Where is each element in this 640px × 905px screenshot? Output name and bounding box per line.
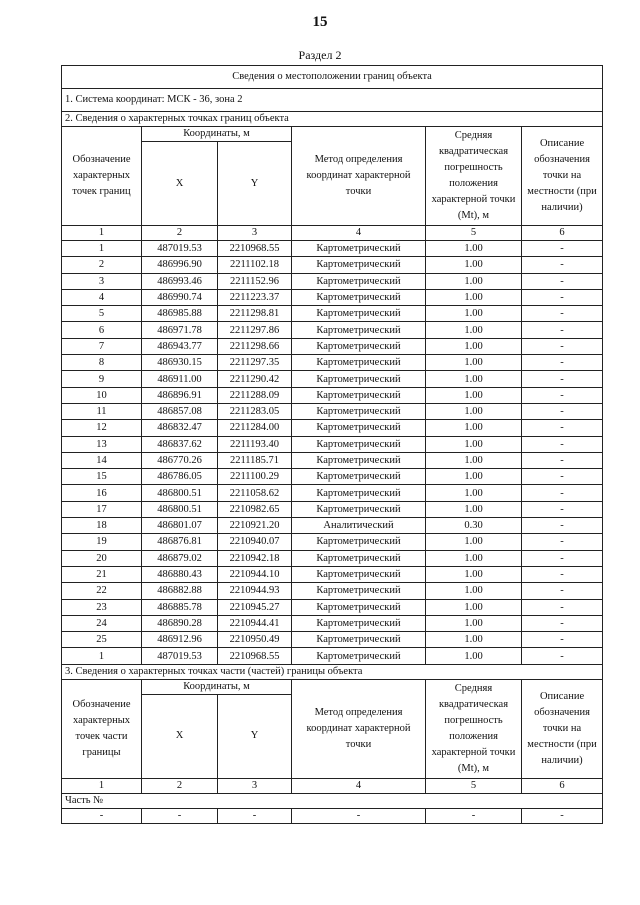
description: - (522, 403, 603, 419)
method: Картометрический (292, 338, 426, 354)
coord-x: 487019.53 (142, 648, 218, 664)
coord-x: 486880.43 (142, 566, 218, 582)
description: - (522, 338, 603, 354)
description: - (522, 241, 603, 257)
part-header-designation: Обозначение характерных точек части границы (62, 679, 142, 778)
coord-x: 486930.15 (142, 355, 218, 371)
table-row (62, 534, 603, 550)
coord-y: 2211290.42 (218, 371, 292, 387)
point-number: 11 (62, 403, 142, 419)
mt-value: 1.00 (426, 485, 522, 501)
method: Картометрический (292, 322, 426, 338)
coordinate-system: 1. Система координат: МСК - 36, зона 2 (62, 89, 603, 112)
part-heading-row (62, 664, 603, 679)
coord-y: 2210940.07 (218, 534, 292, 550)
method: Картометрический (292, 469, 426, 485)
point-number: 17 (62, 501, 142, 517)
page-number: 15 (312, 14, 328, 30)
coord-y: 2210944.41 (218, 615, 292, 631)
method: Картометрический (292, 566, 426, 582)
coord-y: 2211297.35 (218, 355, 292, 371)
points-heading: 2. Сведения о характерных точках границ объекта (62, 112, 603, 127)
method: Картометрический (292, 501, 426, 517)
coord-y: 2210942.18 (218, 550, 292, 566)
coord-x: 486800.51 (142, 501, 218, 517)
mt-value: 1.00 (426, 534, 522, 550)
table-row (62, 306, 603, 322)
coord-y: 2211284.00 (218, 420, 292, 436)
point-number: 5 (62, 306, 142, 322)
point-number: 2 (62, 257, 142, 273)
table-row (62, 501, 603, 517)
coord-x: 486912.96 (142, 632, 218, 648)
column-number: 3 (218, 226, 292, 241)
point-number: 9 (62, 371, 142, 387)
coord-x: 486800.51 (142, 485, 218, 501)
column-numbers-row (62, 226, 603, 241)
point-number: 20 (62, 550, 142, 566)
column-number: 4 (292, 226, 426, 241)
part-empty-cell: - (218, 808, 292, 823)
coord-y: 2210968.55 (218, 241, 292, 257)
description: - (522, 599, 603, 615)
part-empty-cell: - (522, 808, 603, 823)
part-header-y: Y (218, 694, 292, 778)
coord-y: 2211058.62 (218, 485, 292, 501)
part-label: Часть № (62, 793, 603, 808)
description: - (522, 322, 603, 338)
method: Картометрический (292, 452, 426, 468)
method: Картометрический (292, 648, 426, 664)
method: Картометрический (292, 436, 426, 452)
method: Картометрический (292, 550, 426, 566)
coord-x: 486879.02 (142, 550, 218, 566)
point-number: 12 (62, 420, 142, 436)
coord-y: 2211283.05 (218, 403, 292, 419)
description: - (522, 469, 603, 485)
table-row (62, 485, 603, 501)
method: Картометрический (292, 485, 426, 501)
coord-y: 2211185.71 (218, 452, 292, 468)
coord-x: 486990.74 (142, 289, 218, 305)
part-header-error: Средняя квадратическая погрешность положения характерной точки (Mt), м (426, 679, 522, 778)
method: Картометрический (292, 615, 426, 631)
coord-x: 486971.78 (142, 322, 218, 338)
part-header-method: Метод определения координат характерной точки (292, 679, 426, 778)
point-number: 19 (62, 534, 142, 550)
method: Картометрический (292, 289, 426, 305)
description: - (522, 387, 603, 403)
point-number: 1 (62, 241, 142, 257)
header-coordinates: Координаты, м (142, 127, 292, 142)
mt-value: 1.00 (426, 648, 522, 664)
column-number: 6 (522, 226, 603, 241)
part-header-row-1 (62, 679, 603, 694)
description: - (522, 648, 603, 664)
description: - (522, 566, 603, 582)
coord-y: 2210982.65 (218, 501, 292, 517)
table-title-row (62, 66, 603, 89)
mt-value: 1.00 (426, 599, 522, 615)
coord-y: 2211297.86 (218, 322, 292, 338)
point-number: 16 (62, 485, 142, 501)
coord-x: 486876.81 (142, 534, 218, 550)
method: Картометрический (292, 241, 426, 257)
table-row (62, 452, 603, 468)
description: - (522, 452, 603, 468)
mt-value: 1.00 (426, 355, 522, 371)
description: - (522, 615, 603, 631)
header-row-1 (62, 127, 603, 142)
header-designation: Обозначение характерных точек границ (62, 127, 142, 226)
table-row (62, 322, 603, 338)
method: Картометрический (292, 273, 426, 289)
description: - (522, 371, 603, 387)
table-row (62, 648, 603, 664)
coord-x: 486770.26 (142, 452, 218, 468)
coord-x: 486832.47 (142, 420, 218, 436)
coord-y: 2211102.18 (218, 257, 292, 273)
mt-value: 1.00 (426, 583, 522, 599)
table-row (62, 289, 603, 305)
part-column-numbers-row (62, 778, 603, 793)
point-number: 4 (62, 289, 142, 305)
coord-y: 2210945.27 (218, 599, 292, 615)
method: Картометрический (292, 632, 426, 648)
mt-value: 1.00 (426, 550, 522, 566)
coord-x: 487019.53 (142, 241, 218, 257)
method: Картометрический (292, 387, 426, 403)
point-number: 8 (62, 355, 142, 371)
method: Картометрический (292, 371, 426, 387)
mt-value: 1.00 (426, 241, 522, 257)
table-row (62, 599, 603, 615)
mt-value: 1.00 (426, 371, 522, 387)
coord-y: 2210921.20 (218, 518, 292, 534)
table-row (62, 469, 603, 485)
method: Картометрический (292, 306, 426, 322)
header-method: Метод определения координат характерной точки (292, 127, 426, 226)
coord-y: 2211100.29 (218, 469, 292, 485)
table-row (62, 436, 603, 452)
description: - (522, 420, 603, 436)
coord-y: 2211298.81 (218, 306, 292, 322)
part-heading: 3. Сведения о характерных точках части (частей) границы объекта (62, 664, 603, 679)
point-number: 15 (62, 469, 142, 485)
coord-x: 486896.91 (142, 387, 218, 403)
table-row (62, 566, 603, 582)
mt-value: 1.00 (426, 289, 522, 305)
coord-x: 486857.08 (142, 403, 218, 419)
part-column-number: 3 (218, 778, 292, 793)
point-number: 7 (62, 338, 142, 354)
table-title: Сведения о местоположении границ объекта (62, 66, 603, 89)
description: - (522, 485, 603, 501)
description: - (522, 289, 603, 305)
coord-y: 2211288.09 (218, 387, 292, 403)
coord-x: 486996.90 (142, 257, 218, 273)
mt-value: 1.00 (426, 403, 522, 419)
coord-x: 486801.07 (142, 518, 218, 534)
point-number: 6 (62, 322, 142, 338)
table-row (62, 338, 603, 354)
description: - (522, 257, 603, 273)
description: - (522, 583, 603, 599)
mt-value: 0.30 (426, 518, 522, 534)
point-number: 18 (62, 518, 142, 534)
coord-x: 486786.05 (142, 469, 218, 485)
table-row (62, 420, 603, 436)
coord-x: 486890.28 (142, 615, 218, 631)
point-number: 13 (62, 436, 142, 452)
header-error: Средняя квадратическая погрешность положения характерной точки (Mt), м (426, 127, 522, 226)
mt-value: 1.00 (426, 615, 522, 631)
section-title: Раздел 2 (298, 48, 342, 62)
point-number: 24 (62, 615, 142, 631)
method: Аналитический (292, 518, 426, 534)
column-number: 5 (426, 226, 522, 241)
description: - (522, 632, 603, 648)
mt-value: 1.00 (426, 387, 522, 403)
coord-y: 2211298.66 (218, 338, 292, 354)
header-description: Описание обозначения точки на местности (при наличии) (522, 127, 603, 226)
part-column-number: 5 (426, 778, 522, 793)
header-x: X (142, 142, 218, 226)
coord-x: 486993.46 (142, 273, 218, 289)
part-header-description: Описание обозначения точки на местности (при наличии) (522, 679, 603, 778)
coord-x: 486943.77 (142, 338, 218, 354)
description: - (522, 355, 603, 371)
mt-value: 1.00 (426, 306, 522, 322)
mt-value: 1.00 (426, 469, 522, 485)
coord-x: 486911.00 (142, 371, 218, 387)
point-number: 14 (62, 452, 142, 468)
description: - (522, 306, 603, 322)
description: - (522, 436, 603, 452)
method: Картометрический (292, 257, 426, 273)
part-empty-cell: - (292, 808, 426, 823)
description: - (522, 273, 603, 289)
table-row (62, 632, 603, 648)
table-row (62, 403, 603, 419)
coord-x: 486837.62 (142, 436, 218, 452)
method: Картометрический (292, 355, 426, 371)
method: Картометрический (292, 534, 426, 550)
coord-x: 486882.88 (142, 583, 218, 599)
coord-y: 2210944.93 (218, 583, 292, 599)
mt-value: 1.00 (426, 452, 522, 468)
coord-y: 2211193.40 (218, 436, 292, 452)
part-empty-cell: - (62, 808, 142, 823)
table-row (62, 615, 603, 631)
point-number: 10 (62, 387, 142, 403)
description: - (522, 518, 603, 534)
column-number: 1 (62, 226, 142, 241)
header-y: Y (218, 142, 292, 226)
description: - (522, 534, 603, 550)
point-number: 21 (62, 566, 142, 582)
point-number: 3 (62, 273, 142, 289)
coordinate-system-row (62, 89, 603, 112)
table-row (62, 387, 603, 403)
coord-y: 2210944.10 (218, 566, 292, 582)
table-row (62, 518, 603, 534)
description: - (522, 550, 603, 566)
part-column-number: 6 (522, 778, 603, 793)
mt-value: 1.00 (426, 566, 522, 582)
table-row (62, 257, 603, 273)
part-header-x: X (142, 694, 218, 778)
point-number: 22 (62, 583, 142, 599)
method: Картометрический (292, 403, 426, 419)
table-row (62, 355, 603, 371)
table-row (62, 273, 603, 289)
point-number: 1 (62, 648, 142, 664)
method: Картометрический (292, 420, 426, 436)
part-header-coordinates: Координаты, м (142, 679, 292, 694)
mt-value: 1.00 (426, 632, 522, 648)
part-empty-cell: - (142, 808, 218, 823)
mt-value: 1.00 (426, 338, 522, 354)
part-column-number: 1 (62, 778, 142, 793)
table-row (62, 371, 603, 387)
mt-value: 1.00 (426, 436, 522, 452)
coord-y: 2210968.55 (218, 648, 292, 664)
method: Картометрический (292, 599, 426, 615)
coord-y: 2211223.37 (218, 289, 292, 305)
coord-x: 486985.88 (142, 306, 218, 322)
table-row (62, 550, 603, 566)
part-empty-row (62, 808, 603, 823)
table-row (62, 583, 603, 599)
method: Картометрический (292, 583, 426, 599)
part-column-number: 2 (142, 778, 218, 793)
mt-value: 1.00 (426, 257, 522, 273)
mt-value: 1.00 (426, 322, 522, 338)
points-heading-row (62, 112, 603, 127)
description: - (522, 501, 603, 517)
point-number: 23 (62, 599, 142, 615)
coord-x: 486885.78 (142, 599, 218, 615)
column-number: 2 (142, 226, 218, 241)
table-row (62, 241, 603, 257)
mt-value: 1.00 (426, 273, 522, 289)
part-label-row (62, 793, 603, 808)
part-empty-cell: - (426, 808, 522, 823)
mt-value: 1.00 (426, 501, 522, 517)
point-number: 25 (62, 632, 142, 648)
coord-y: 2210950.49 (218, 632, 292, 648)
part-column-number: 4 (292, 778, 426, 793)
boundary-table (61, 65, 603, 824)
coord-y: 2211152.96 (218, 273, 292, 289)
mt-value: 1.00 (426, 420, 522, 436)
